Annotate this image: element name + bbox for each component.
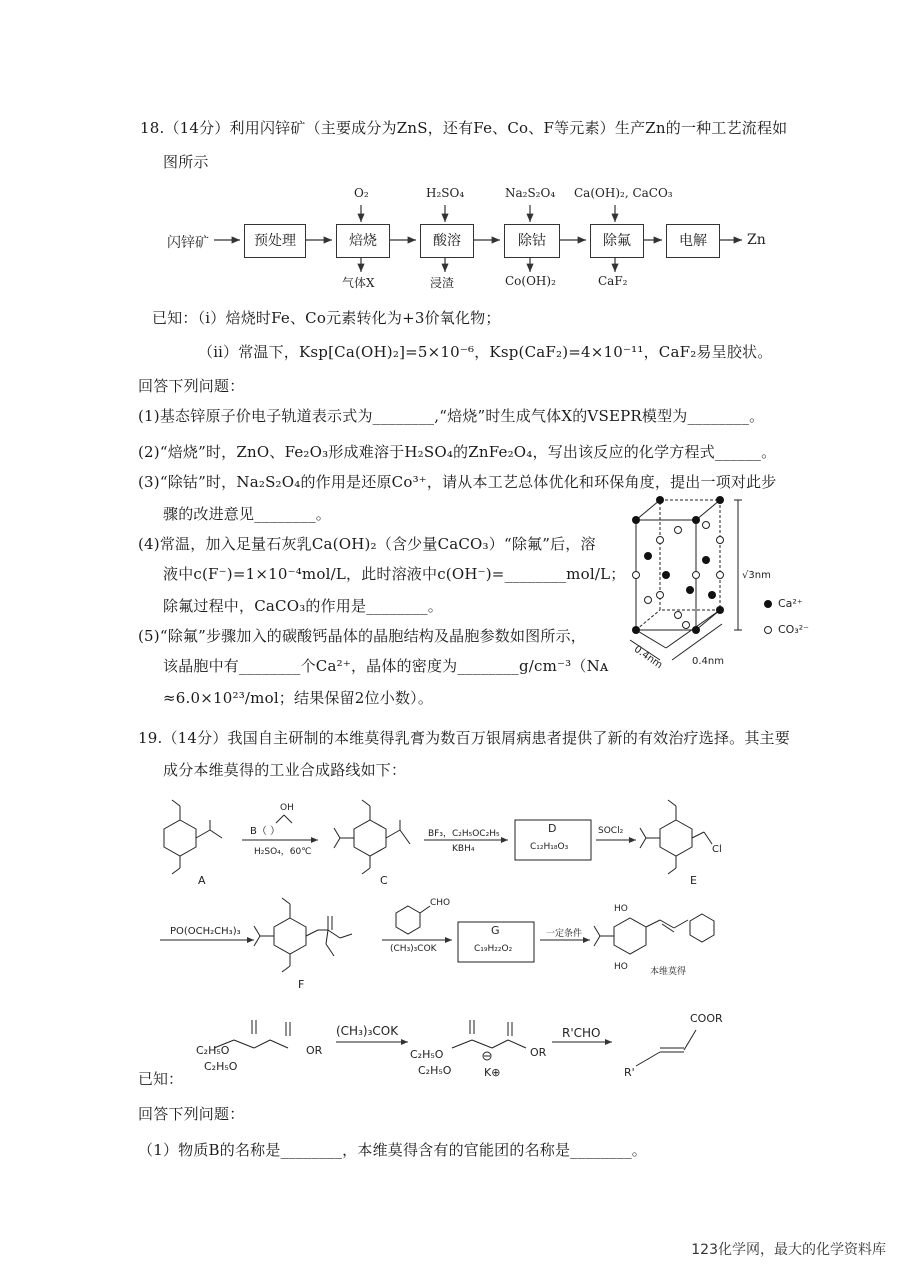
reagent-2b: KBH₄ [452, 844, 475, 854]
label-E: E [690, 874, 697, 887]
flow-output-cooh2: Co(OH)₂ [505, 274, 556, 288]
label-cho: CHO [430, 898, 451, 908]
known-et3: C₂H₅O [410, 1048, 444, 1061]
known-et2: C₂H₅O [204, 1060, 238, 1073]
box-D: D [548, 822, 557, 835]
flow-step-fluoride: 除氟 [590, 224, 644, 258]
flow-output-caf2: CaF₂ [598, 274, 628, 288]
condition-6: 一定条件 [546, 929, 583, 939]
flow-input-caoh2: Ca(OH)₂, CaCO₃ [574, 186, 673, 200]
q18-sub5-line2: 该晶胞中有________个Ca²⁺，晶体的密度为________g/cm⁻³（Nᴀ [163, 657, 609, 675]
known-or-1: OR [306, 1044, 323, 1057]
known-label: 已知： [138, 1070, 184, 1088]
flow-step-roast: 焙烧 [336, 224, 390, 258]
condition-1: H₂SO₄，60℃ [254, 847, 312, 857]
q18-sub3-line1: (3)“除钴”时，Na₂S₂O₄的作用是还原Co³⁺，请从本工艺总体优化和环保角度，提出一项对此步 [138, 473, 777, 491]
label-ho-bottom: HO [614, 962, 628, 972]
crystal-edge1-label: 0.4nm [631, 643, 665, 672]
watermark-footer: 123化学网，最大的化学资料库 [691, 1242, 886, 1258]
reagent-3: SOCl₂ [598, 826, 624, 836]
flow-step-electrolysis: 电解 [666, 224, 720, 258]
label-ho-top: HO [614, 904, 628, 914]
flow-step-cobalt: 除钴 [504, 224, 560, 258]
known-or-2: OR [530, 1046, 547, 1059]
q18-sub2: (2)“焙烧”时，ZnO、Fe₂O₃形成难溶于H₂SO₄的ZnFe₂O₄，写出该反应的化学方程式______。 [138, 443, 777, 461]
label-oh: OH [280, 803, 294, 813]
crystal-legend-ca: Ca²⁺ [778, 597, 803, 610]
known-reagent2: R'CHO [562, 1026, 601, 1040]
label-F: F [298, 978, 305, 991]
q18-answer-prompt: 回答下列问题： [138, 377, 245, 395]
q19-header-line1: 19.（14分）我国自主研制的本维莫得乳膏为数百万银屑病患者提供了新的有效治疗选择。其主要 [138, 729, 790, 747]
q18-sub1: (1)基态锌原子价电子轨道表示式为________,“焙烧”时生成气体X的VSEPR模型为________。 [138, 407, 765, 425]
q18-sub5-line1: (5)“除氟”步骤加入的碳酸钙晶体的晶胞结构及晶胞参数如图所示， [138, 627, 586, 645]
formula-D: C₁₂H₁₈O₃ [530, 842, 569, 852]
flow-output-gas: 气体X [342, 276, 375, 290]
formula-G: C₁₉H₂₂O₂ [474, 944, 513, 954]
known-k: K⊕ [484, 1066, 501, 1079]
q18-header-line2: 图所示 [163, 153, 209, 171]
q18-known-1: 已知：（ⅰ）焙烧时Fe、Co元素转化为+3价氧化物； [152, 309, 501, 327]
label-cl: Cl [712, 844, 722, 855]
label-product: 本维莫得 [650, 967, 687, 977]
flow-input-h2so4: H₂SO₄ [426, 186, 465, 200]
crystal-edge2-label: 0.4nm [692, 656, 724, 667]
flow-input-o2: O₂ [354, 186, 369, 200]
q18-sub4-line3: 除氟过程中，CaCO₃的作用是________。 [163, 597, 444, 615]
crystal-height-label: √3nm [742, 570, 771, 581]
known-reagent: (CH₃)₃COK [336, 1024, 399, 1038]
q19-header-line2: 成分本维莫得的工业合成路线如下： [163, 761, 407, 779]
known-coor: COOR [690, 1012, 723, 1025]
flow-step-pretreat: 预处理 [244, 224, 306, 258]
label-C: C [380, 874, 388, 887]
crystal-legend-co3: CO₃²⁻ [778, 623, 809, 636]
q18-sub5-line3: ≈6.0×10²³/mol；结果保留2位小数）。 [163, 689, 434, 707]
flow-input-na2s2o4: Na₂S₂O₄ [505, 186, 556, 200]
reagent-4: PO(OCH₂CH₃)₃ [170, 926, 241, 937]
known-et1: C₂H₅O [196, 1044, 230, 1057]
label-A: A [198, 874, 206, 887]
reagent-5: (CH₃)₃COK [390, 944, 437, 954]
flow-end: Zn [747, 232, 766, 248]
reagent-2: BF₃，C₂H₅OC₂H₅ [428, 829, 500, 839]
flow-output-residue: 浸渣 [430, 276, 455, 290]
q19-sub1: （1）物质B的名称是________，本维莫得含有的官能团的名称是________。 [138, 1141, 647, 1159]
flow-step-acid: 酸溶 [420, 224, 474, 258]
q19-answer-prompt: 回答下列问题： [138, 1105, 245, 1123]
q18-header-line1: 18.（14分）利用闪锌矿（主要成分为ZnS，还有Fe、Co、F等元素）生产Zn的一种工艺流程如 [140, 119, 788, 137]
q18-sub3-line2: 骤的改进意见________。 [163, 505, 332, 523]
box-G: G [491, 924, 500, 937]
known-et4: C₂H₅O [418, 1064, 452, 1077]
q18-known-2: （ⅱ）常温下，Ksp[Ca(OH)₂]=5×10⁻⁶，Ksp(CaF₂)=4×10⁻¹¹，CaF₂易呈胶状。 [198, 343, 773, 361]
reagent-B: B（ ） [250, 826, 281, 837]
known-r: R' [624, 1066, 635, 1079]
q18-sub4-line1: (4)常温，加入足量石灰乳Ca(OH)₂（含少量CaCO₃）“除氟”后，溶 [138, 535, 596, 553]
flow-start: 闪锌矿 [167, 235, 209, 251]
q18-sub4-line2: 液中c(F⁻)=1×10⁻⁴mol/L，此时溶液中c(OH⁻)=________mol/L； [163, 565, 626, 583]
